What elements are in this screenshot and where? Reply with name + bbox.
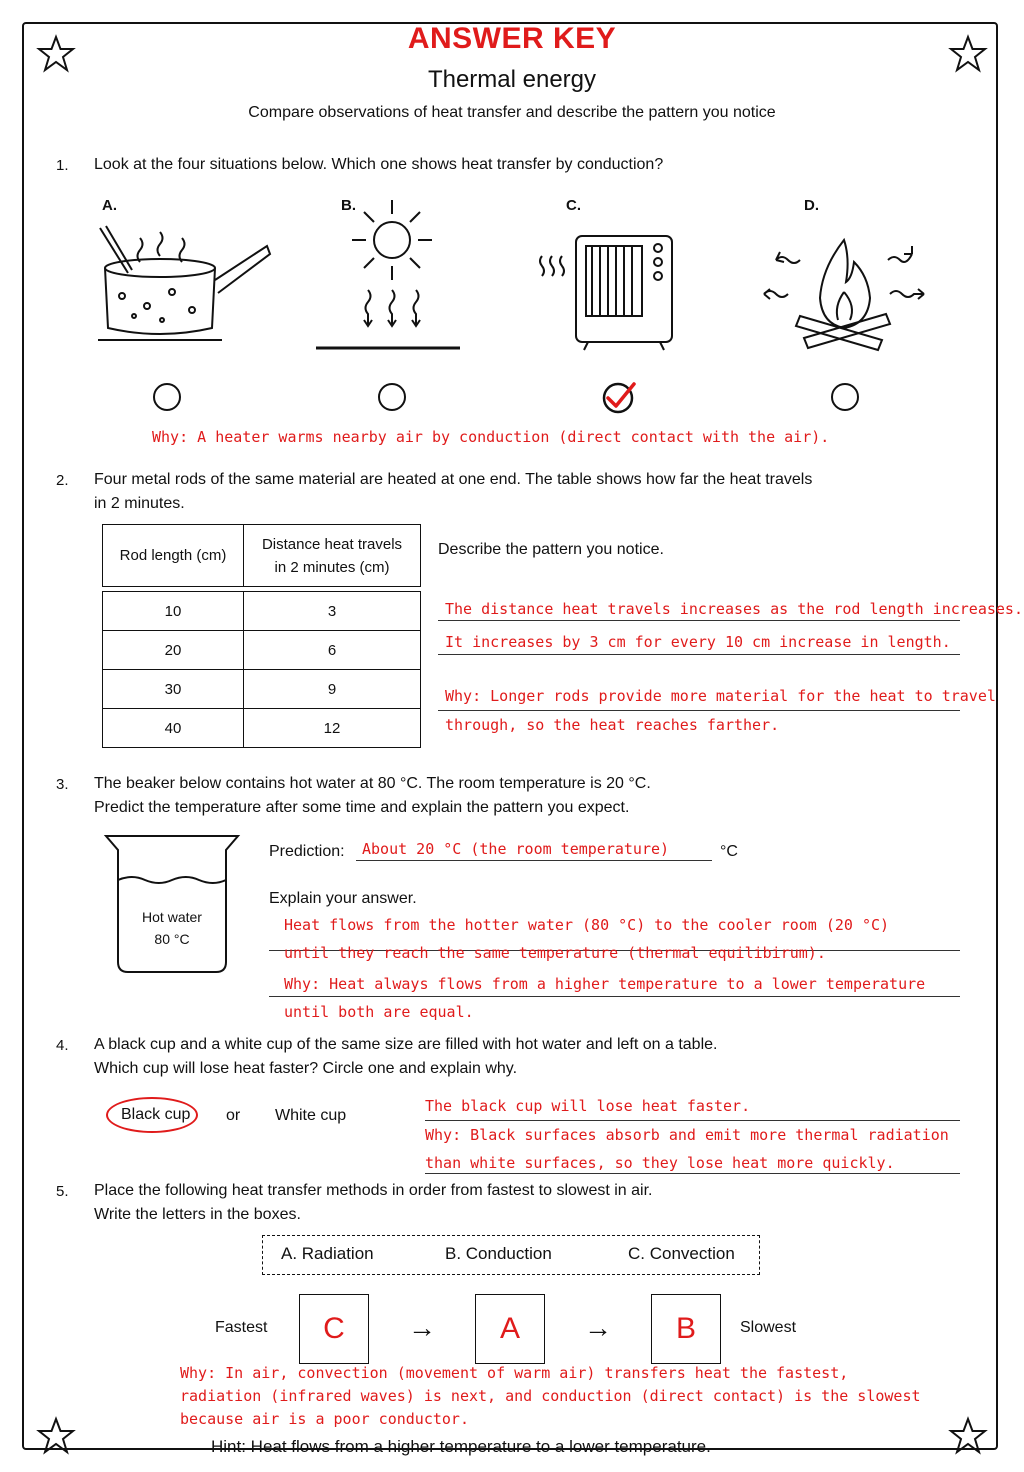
table-cell: 10 (103, 592, 244, 631)
choice-white-cup[interactable]: White cup (275, 1107, 347, 1124)
q1-why: Why: A heater warms nearby air by conduction (direct contact with the air). (152, 428, 830, 446)
or-label: or (226, 1107, 241, 1124)
question-text-line1: Four metal rods of the same material are heated at one end. The table shows how far the heat travels (94, 471, 813, 488)
q3-answer-line2[interactable]: until they reach the same temperature (thermal equilibirum). (284, 944, 826, 962)
question-text-line2: in 2 minutes. (94, 495, 185, 512)
page-title: Thermal energy (427, 66, 597, 93)
method-convection: C. Convection (628, 1244, 735, 1263)
option-label-d: D. (804, 197, 819, 214)
question-number: 4. (56, 1037, 69, 1054)
answer-line (438, 620, 960, 621)
question-text-line2: Write the letters in the boxes. (94, 1206, 301, 1223)
page-subtitle: Compare observations of heat transfer and describe the pattern you notice (248, 104, 776, 121)
q5-why-line3: because air is a poor conductor. (180, 1410, 469, 1428)
answer-line (425, 1173, 960, 1174)
answer-option-a[interactable] (153, 383, 181, 411)
question-number: 1. (56, 157, 69, 174)
question-text-line1: The beaker below contains hot water at 80 °C. The room temperature is 20 °C. (94, 775, 651, 792)
table-cell: 6 (244, 631, 421, 670)
method-radiation: A. Radiation (281, 1244, 374, 1263)
q2-why-line2: through, so the heat reaches farther. (445, 716, 780, 734)
table-cell: 12 (244, 709, 421, 748)
q2-why-line1: Why: Longer rods provide more material for the heat to travel (445, 687, 996, 705)
method-conduction: B. Conduction (445, 1244, 552, 1263)
star-icon (948, 1416, 988, 1456)
prediction-label: Prediction: (269, 843, 345, 860)
beaker-icon (102, 832, 242, 977)
rod-table (102, 524, 421, 748)
heater-icon (530, 228, 680, 353)
order-box-1[interactable]: C (299, 1294, 369, 1364)
question-number: 2. (56, 472, 69, 489)
q2-answer-line1[interactable]: The distance heat travels increases as the rod length increases. (445, 600, 1023, 618)
answer-line (438, 710, 960, 711)
answer-line (269, 996, 960, 997)
table-cell: 9 (244, 670, 421, 709)
option-label-c: C. (566, 197, 581, 214)
question-text-line1: Place the following heat transfer methods in order from fastest to slowest in air. (94, 1182, 653, 1199)
q3-answer-line1[interactable]: Heat flows from the hotter water (80 °C) to the cooler room (20 °C) (284, 916, 890, 934)
question-text-line1: A black cup and a white cup of the same size are filled with hot water and left on a table. (94, 1036, 718, 1053)
answer-line (438, 654, 960, 655)
question-text-line2: Which cup will lose heat faster? Circle one and explain why. (94, 1060, 518, 1077)
question-text: Look at the four situations below. Which one shows heat transfer by conduction? (94, 156, 664, 173)
hint-text: Hint: Heat flows from a higher temperature to a lower temperature. (211, 1437, 711, 1456)
table-row (103, 592, 421, 631)
table-row (103, 709, 421, 748)
q4-answer-line1[interactable]: The black cup will lose heat faster. (425, 1097, 751, 1115)
arrow-icon: → (584, 1312, 612, 1343)
table-header: Rod length (cm) (103, 525, 244, 587)
beaker-label: Hot water 80 °C (142, 909, 202, 947)
q2-answer-line2[interactable]: It increases by 3 cm for every 10 cm increase in length. (445, 633, 951, 651)
q5-why-line2: radiation (infrared waves) is next, and conduction (direct contact) is the slowest (180, 1387, 921, 1405)
q3-why-line1: Why: Heat always flows from a higher temperature to a lower temperature (284, 975, 926, 993)
question-number: 3. (56, 776, 69, 793)
table-cell: 30 (103, 670, 244, 709)
slowest-label: Slowest (740, 1319, 797, 1336)
answer-key-heading: ANSWER KEY (407, 22, 617, 55)
order-box-2[interactable]: A (475, 1294, 545, 1364)
table-header: Distance heat travels in 2 minutes (cm) (244, 525, 421, 587)
option-label-b: B. (341, 197, 356, 214)
answer-option-c-checked[interactable] (600, 378, 640, 416)
q4-answer-line3[interactable]: than white surfaces, so they lose heat more quickly. (425, 1154, 895, 1172)
answer-line (356, 860, 712, 861)
option-label-a: A. (102, 197, 117, 214)
q5-why-line1: Why: In air, convection (movement of warm air) transfers heat the fastest, (180, 1364, 849, 1382)
fastest-label: Fastest (215, 1319, 268, 1336)
q3-why-line2: until both are equal. (284, 1003, 474, 1021)
star-icon (36, 1416, 76, 1456)
sun-icon (310, 192, 475, 357)
q4-answer-line2[interactable]: Why: Black surfaces absorb and emit more thermal radiation (425, 1126, 949, 1144)
answer-option-d[interactable] (831, 383, 859, 411)
order-box-3[interactable]: B (651, 1294, 721, 1364)
arrow-icon: → (408, 1312, 436, 1343)
table-cell: 20 (103, 631, 244, 670)
campfire-icon (752, 228, 937, 358)
table-cell: 40 (103, 709, 244, 748)
table-cell: 3 (244, 592, 421, 631)
boiling-pot-icon (92, 218, 277, 353)
explain-label: Explain your answer. (269, 890, 417, 907)
prediction-answer[interactable]: About 20 °C (the room temperature) (362, 840, 670, 858)
table-row (103, 631, 421, 670)
answer-option-b[interactable] (378, 383, 406, 411)
table-row (103, 670, 421, 709)
question-number: 5. (56, 1183, 69, 1200)
answer-line (425, 1120, 960, 1121)
prediction-unit: °C (720, 843, 738, 860)
choice-black-cup[interactable]: Black cup (121, 1106, 191, 1123)
question-text-line2: Predict the temperature after some time and explain the pattern you expect. (94, 799, 630, 816)
q2-prompt: Describe the pattern you notice. (438, 541, 664, 558)
